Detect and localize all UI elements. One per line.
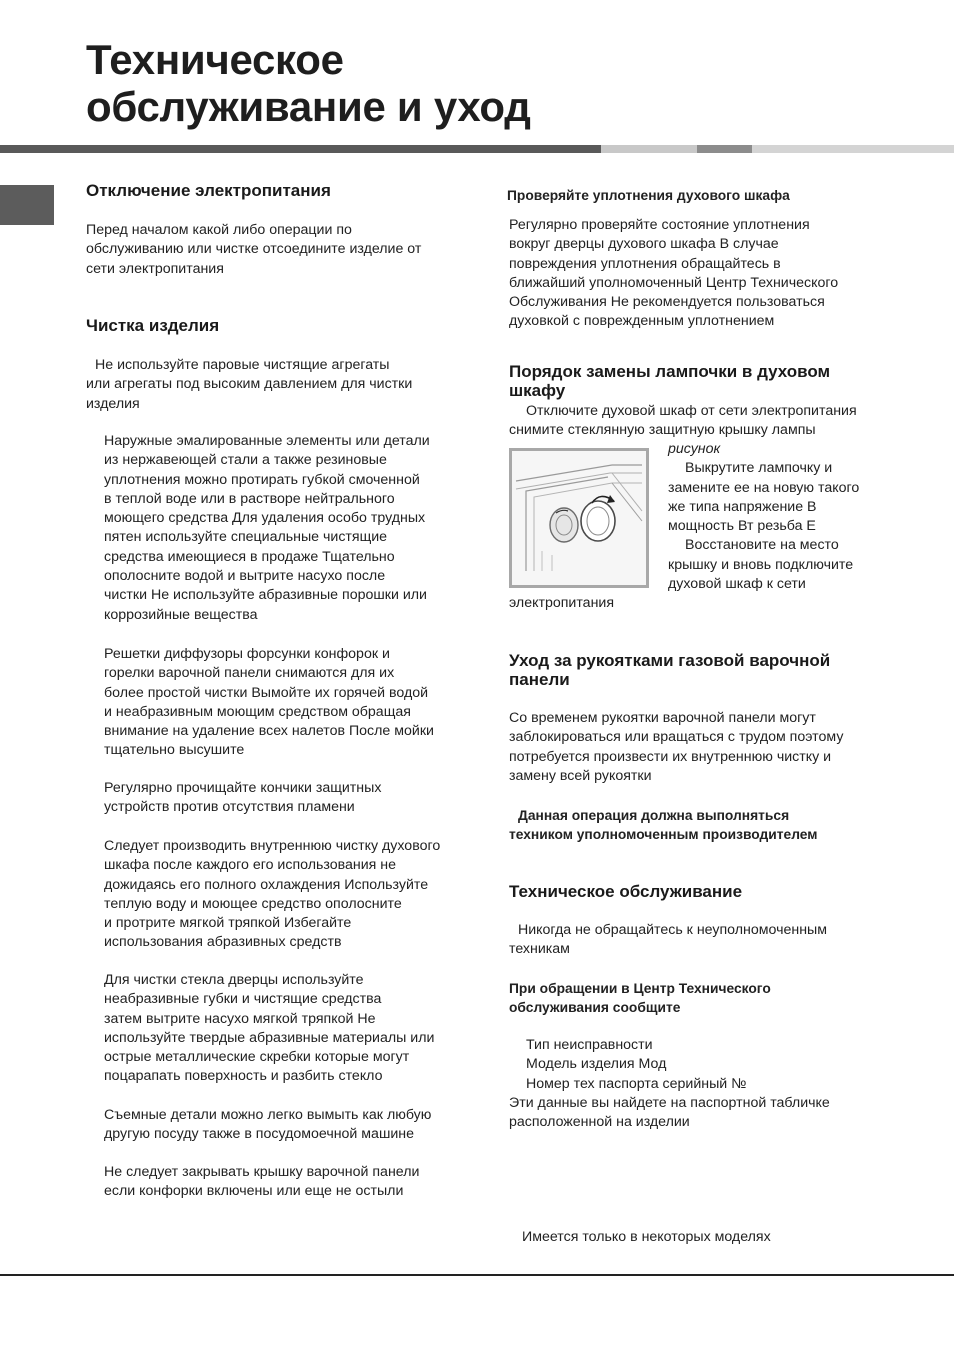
text-line: обслуживания сообщите	[509, 1000, 681, 1016]
text-line: изделия	[86, 395, 140, 412]
paragraph-seals	[509, 216, 838, 332]
text-line: техникам	[509, 941, 570, 958]
heading-service: Техническое обслуживание	[509, 882, 743, 901]
heading-seals-text: Проверяйте уплотнения духового шкафа	[507, 188, 790, 203]
paragraph-flame-safety	[104, 779, 381, 818]
text-line: неабразивные губки и чистящие средства	[104, 991, 382, 1008]
heading-knobs-line-1: Уход за рукоятками газовой варочной	[509, 651, 831, 670]
paragraph-hob-lid	[104, 1163, 419, 1202]
text-line: Данная операция должна выполняться	[518, 808, 790, 823]
note-knobs	[509, 806, 817, 845]
text-line: При обращении в Центр Технического	[509, 981, 771, 996]
text-line: Перед началом какой либо операции по	[86, 222, 352, 238]
paragraph-enamel	[104, 432, 430, 625]
lamp-illustration	[512, 451, 646, 585]
text-line: Обслуживания Не рекомендуется пользоваться	[509, 294, 825, 311]
text-line: в теплой воде или в растворе нейтрального	[104, 490, 395, 507]
text-line: Выкрутите лампочку и	[685, 460, 833, 477]
text-line: поцарапать поверхность и разбить стекло	[104, 1068, 383, 1085]
paragraph-grates	[104, 645, 434, 761]
paragraph-removable-parts	[104, 1106, 431, 1145]
text-line: острые металлические скребки которые могут	[104, 1049, 410, 1066]
heading-seals	[507, 186, 790, 205]
text-line: электропитания	[509, 595, 615, 611]
text-line: духовкой с поврежденным уплотнением	[509, 313, 775, 330]
text-line: Эти данные вы найдете на паспортной табличке	[509, 1094, 830, 1111]
heading-lamp-line-2: шкафу	[509, 381, 566, 400]
text-line: Отключите духовой шкаф от сети электропитания	[526, 403, 857, 419]
text-line: обслуживанию или чистке отсоедините изделие от	[86, 241, 422, 258]
text-line: крышку и вновь подключите	[668, 556, 854, 573]
heading-lamp	[509, 362, 830, 400]
lamp-figure	[509, 448, 649, 588]
text-line: расположенной на изделии	[509, 1114, 690, 1131]
text-line: пятен используйте специальные чистящие	[104, 529, 388, 546]
text-line: чистки Не используйте абразивные порошки или	[104, 587, 427, 604]
text-line: Со временем рукоятки варочной панели могут	[509, 710, 816, 726]
text-line: и неабразивным моющим средством обращая	[104, 703, 411, 720]
text-line: устройств против отсутствия пламени	[104, 799, 355, 816]
paragraph-oven-interior	[104, 837, 440, 953]
text-line: дожидаясь его полного охлаждения Используйте	[104, 876, 429, 893]
text-line: коррозийные вещества	[104, 606, 258, 623]
text-line: заблокироваться или вращаться с трудом поэтому	[509, 729, 844, 746]
text-line: горелки варочной панели снимаются для их	[104, 665, 395, 682]
text-line: используйте твердые абразивные материалы или	[104, 1029, 435, 1046]
text-line: замените ее на новую такого	[668, 479, 860, 496]
header-bar-dark	[0, 145, 601, 153]
text-line: сети электропитания	[86, 260, 224, 277]
text-line: мощность Вт резьба Е	[668, 518, 816, 535]
text-line: уплотнения можно протирать губкой смоченной	[104, 471, 420, 488]
paragraph-service	[509, 921, 827, 960]
footnote	[522, 1228, 771, 1247]
header-bar-light	[601, 145, 697, 153]
heading-knobs-line-2: панели	[509, 670, 570, 689]
paragraph-door-glass	[104, 971, 434, 1087]
text-line: Не следует закрывать крышку варочной панели	[104, 1164, 420, 1180]
paragraph-cleaning-intro	[86, 356, 412, 414]
text-line: Регулярно прочищайте кончики защитных	[104, 780, 382, 796]
text-line: моющего средства Для удаления особо трудных	[104, 510, 426, 527]
text-line: Съемные детали можно легко вымыть как любую	[104, 1107, 432, 1123]
text-line: Для чистки стекла дверцы используйте	[104, 972, 364, 988]
heading-lamp-line-1: Порядок замены лампочки в духовом	[509, 362, 831, 381]
list-item: Модель изделия Мод	[526, 1056, 667, 1073]
list-item: Номер тех паспорта серийный №	[526, 1075, 747, 1092]
heading-cleaning: Чистка изделия	[86, 316, 220, 335]
text-line: внимание на удаление всех налетов После мойки	[104, 723, 434, 740]
text-line: Решетки диффузоры форсунки конфорок и	[104, 646, 390, 662]
text-line: если конфорки включены или еще не остыли	[104, 1183, 404, 1200]
paragraph-service-contact	[509, 979, 771, 1018]
paragraph-power-off	[86, 221, 421, 279]
text-line: Следует производить внутреннюю чистку духового	[104, 838, 441, 854]
list-service-info	[509, 1036, 830, 1132]
paragraph-lamp-steps	[668, 440, 859, 594]
text-line: средства имеющиеся в продаже Тщательно	[104, 548, 395, 565]
text-line: вокруг дверцы духового шкафа В случае	[509, 236, 779, 253]
text-line: Восстановите на место	[685, 537, 839, 554]
text-line: или агрегаты под высоким давлением для чистки	[86, 376, 413, 393]
text-line: тщательно высушите	[104, 742, 245, 759]
header-bar-light-end	[752, 145, 954, 153]
paragraph-lamp-tail	[509, 594, 614, 613]
text-line: ополосните водой и вытрите насухо после	[104, 568, 386, 585]
footer-rule	[0, 1274, 954, 1276]
text-line: из нержавеющей стали а также резиновые	[104, 452, 387, 469]
figure-ref-figure: рисунок	[668, 441, 721, 457]
text-line: более простой чистки Вымойте их горячей водой	[104, 684, 429, 701]
header-bar-mid	[697, 145, 752, 153]
heading-knobs	[509, 651, 830, 689]
text-line: Наружные эмалированные элементы или детали	[104, 433, 430, 449]
text-line: Не используйте паровые чистящие агрегаты	[95, 357, 390, 373]
text-line: духовой шкаф к сети	[668, 576, 806, 593]
text-fragment: снимите стеклянную защитную крышку лампы	[509, 422, 816, 439]
page-title-line-2: обслуживание и уход	[86, 83, 531, 130]
text-line: ближайший уполномоченный Центр Технического	[509, 274, 839, 291]
heading-power-off: Отключение электропитания	[86, 181, 331, 200]
text-line: Регулярно проверяйте состояние уплотнения	[509, 217, 810, 233]
text-line: замену всей рукоятки	[509, 767, 652, 784]
text-line: шкафа после каждого его использования не	[104, 857, 396, 874]
text-line: Никогда не обращайтесь к неуполномоченным	[518, 922, 827, 938]
paragraph-knobs	[509, 709, 843, 786]
page-title	[86, 36, 531, 130]
list-item: Тип неисправности	[526, 1037, 653, 1053]
text-line: другую посуду также в посудомоечной машине	[104, 1126, 414, 1143]
text-line: теплую воду и моющее средство ополосните	[104, 895, 402, 912]
footnote-text: Имеется только в некоторых моделях	[522, 1229, 771, 1245]
page-title-line-1: Техническое	[86, 36, 344, 83]
text-line: и протрите мягкой тряпкой Избегайте	[104, 915, 352, 932]
text-line: же типа напряжение В	[668, 498, 817, 515]
text-line: потребуется произвести их внутреннюю чистку и	[509, 748, 832, 765]
text-line: использования абразивных средств	[104, 934, 342, 951]
text-line: затем вытрите насухо мягкой тряпкой Не	[104, 1010, 376, 1027]
section-tab-marker	[0, 185, 54, 225]
text-line: техником уполномоченным производителем	[509, 827, 818, 843]
text-line: повреждения уплотнения обращайтесь в	[509, 255, 781, 272]
